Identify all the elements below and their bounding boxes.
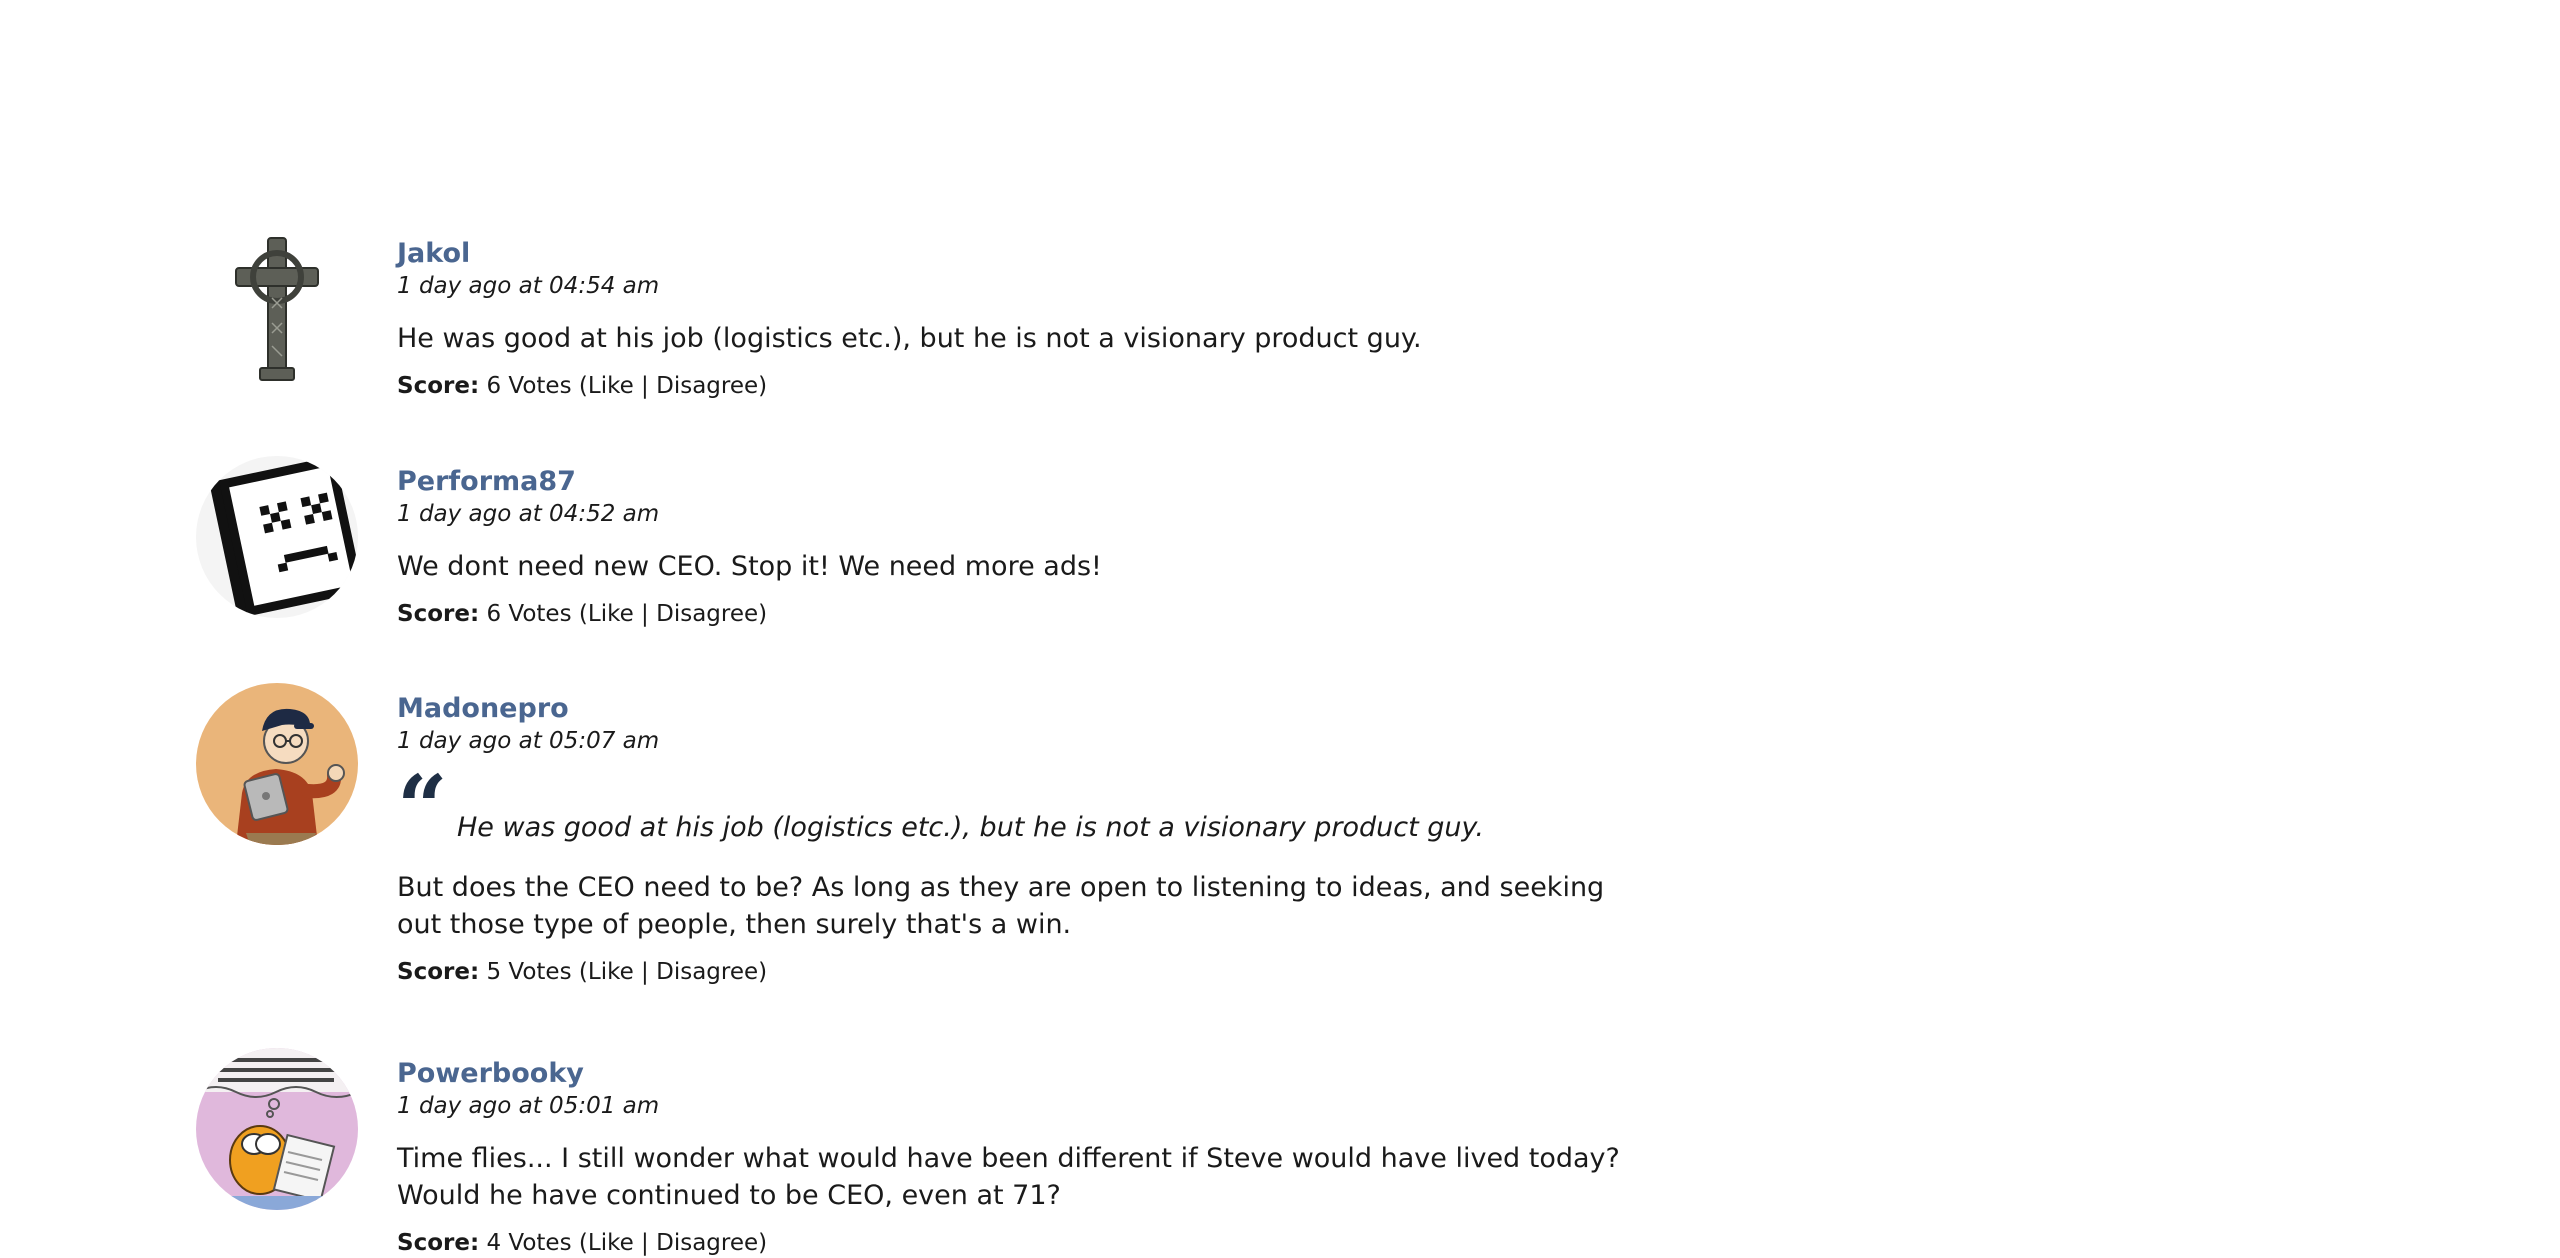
comment xyxy=(196,228,1656,401)
score-label: Score: xyxy=(397,959,480,985)
vote-count: 4 Votes xyxy=(486,1230,572,1256)
cartoon-person-avatar[interactable] xyxy=(196,683,358,845)
comment-timestamp: 1 day ago at 04:54 am xyxy=(397,273,660,299)
like-link[interactable]: Like xyxy=(587,373,634,399)
comment xyxy=(196,683,1656,987)
like-link[interactable]: Like xyxy=(587,601,634,627)
disagree-link[interactable]: Disagree xyxy=(656,959,759,985)
vote-count: 6 Votes xyxy=(486,601,572,627)
blockquote xyxy=(397,755,1656,859)
vote-count: 6 Votes xyxy=(486,373,572,399)
garfield-comic-avatar[interactable] xyxy=(196,1048,358,1210)
sad-mac-avatar[interactable] xyxy=(196,456,358,618)
vote-count: 5 Votes xyxy=(486,959,572,985)
comment xyxy=(196,456,1656,629)
disagree-link[interactable]: Disagree xyxy=(656,373,759,399)
comment-text: We dont need new CEO. Stop it! We need more ads! xyxy=(397,551,1102,582)
comment-text: But does the CEO need to be? As long as they are open to listening to ideas, and seeking out those type of people, then surely that's a win. xyxy=(397,872,1605,940)
score-label: Score: xyxy=(397,1230,480,1256)
author-link[interactable]: Performa87 xyxy=(397,466,576,497)
like-link[interactable]: Like xyxy=(587,959,634,985)
score-line: Score: 6 Votes (Like | Disagree) xyxy=(397,373,768,399)
score-line: Score: 6 Votes (Like | Disagree) xyxy=(397,601,768,627)
comment-timestamp: 1 day ago at 05:07 am xyxy=(397,728,660,754)
disagree-link[interactable]: Disagree xyxy=(656,601,759,627)
quoted-text: He was good at his job (logistics etc.), but he is not a visionary product guy. xyxy=(457,812,1484,843)
comment-text: Time flies... I still wonder what would have been different if Steve would have lived today? Would he have continued to be CEO, even at 71? xyxy=(397,1143,1620,1211)
comment-text: He was good at his job (logistics etc.), but he is not a visionary product guy. xyxy=(397,323,1422,354)
disagree-link[interactable]: Disagree xyxy=(656,1230,759,1256)
score-line: Score: 5 Votes (Like | Disagree) xyxy=(397,959,768,985)
author-link[interactable]: Jakol xyxy=(397,238,471,269)
comment xyxy=(196,1048,1656,1258)
score-label: Score: xyxy=(397,601,480,627)
author-link[interactable]: Powerbooky xyxy=(397,1058,584,1089)
comment-timestamp: 1 day ago at 04:52 am xyxy=(397,501,660,527)
like-link[interactable]: Like xyxy=(587,1230,634,1256)
author-link[interactable]: Madonepro xyxy=(397,693,569,724)
score-line: Score: 4 Votes (Like | Disagree) xyxy=(397,1230,768,1256)
celtic-cross-avatar[interactable] xyxy=(196,228,358,390)
quote-mark-icon: “ xyxy=(397,755,448,859)
score-label: Score: xyxy=(397,373,480,399)
comment-timestamp: 1 day ago at 05:01 am xyxy=(397,1093,660,1119)
